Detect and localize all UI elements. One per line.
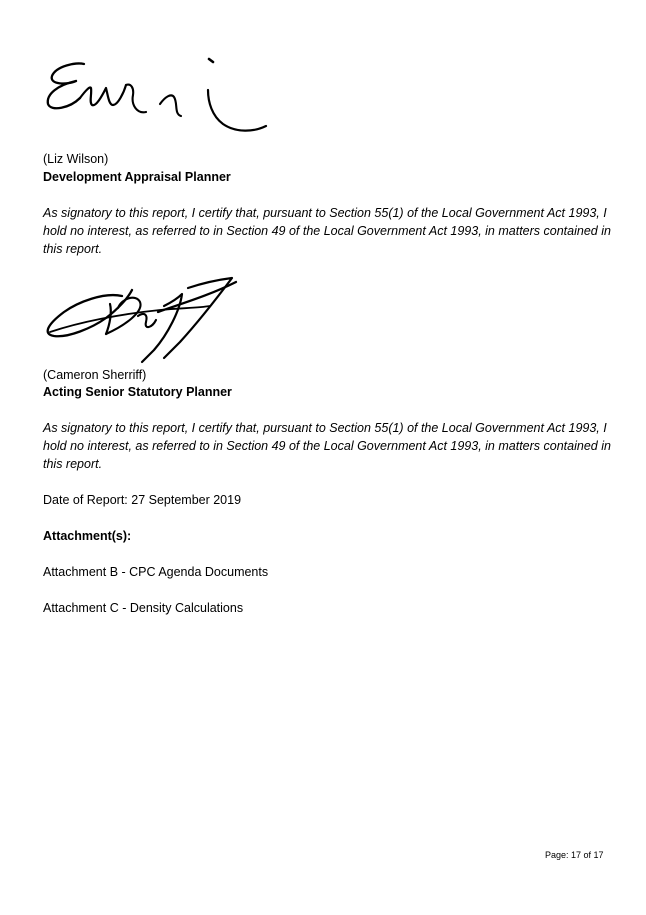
attachment-item-b: Attachment B - CPC Agenda Documents <box>43 565 269 579</box>
signatory-1-name: (Liz Wilson) <box>43 152 109 166</box>
signatory-1-title: Development Appraisal Planner <box>43 170 231 184</box>
signatory-1-certification: As signatory to this report, I certify that, pursuant to Section 55(1) of the Local Government Act 1993, I hold no interest, as referred to in Section 49 of the Local Government Act 1993, in matters contained in this report. <box>43 206 611 256</box>
signatory-2-certification: As signatory to this report, I certify that, pursuant to Section 55(1) of the Local Government Act 1993, I hold no interest, as referred to in Section 49 of the Local Government Act 1993, in matters contained in this report. <box>43 421 611 471</box>
signature-image-liz-wilson <box>40 50 275 142</box>
attachment-item-c: Attachment C - Density Calculations <box>43 601 244 615</box>
signature-image-cameron-sherriff <box>40 276 240 366</box>
signatory-2-name: (Cameron Sherriff) <box>43 368 147 382</box>
page-number: Page: 17 of 17 <box>545 850 604 860</box>
signatory-2-title: Acting Senior Statutory Planner <box>43 385 232 399</box>
attachments-heading: Attachment(s): <box>43 529 132 543</box>
report-date: Date of Report: 27 September 2019 <box>43 493 242 507</box>
